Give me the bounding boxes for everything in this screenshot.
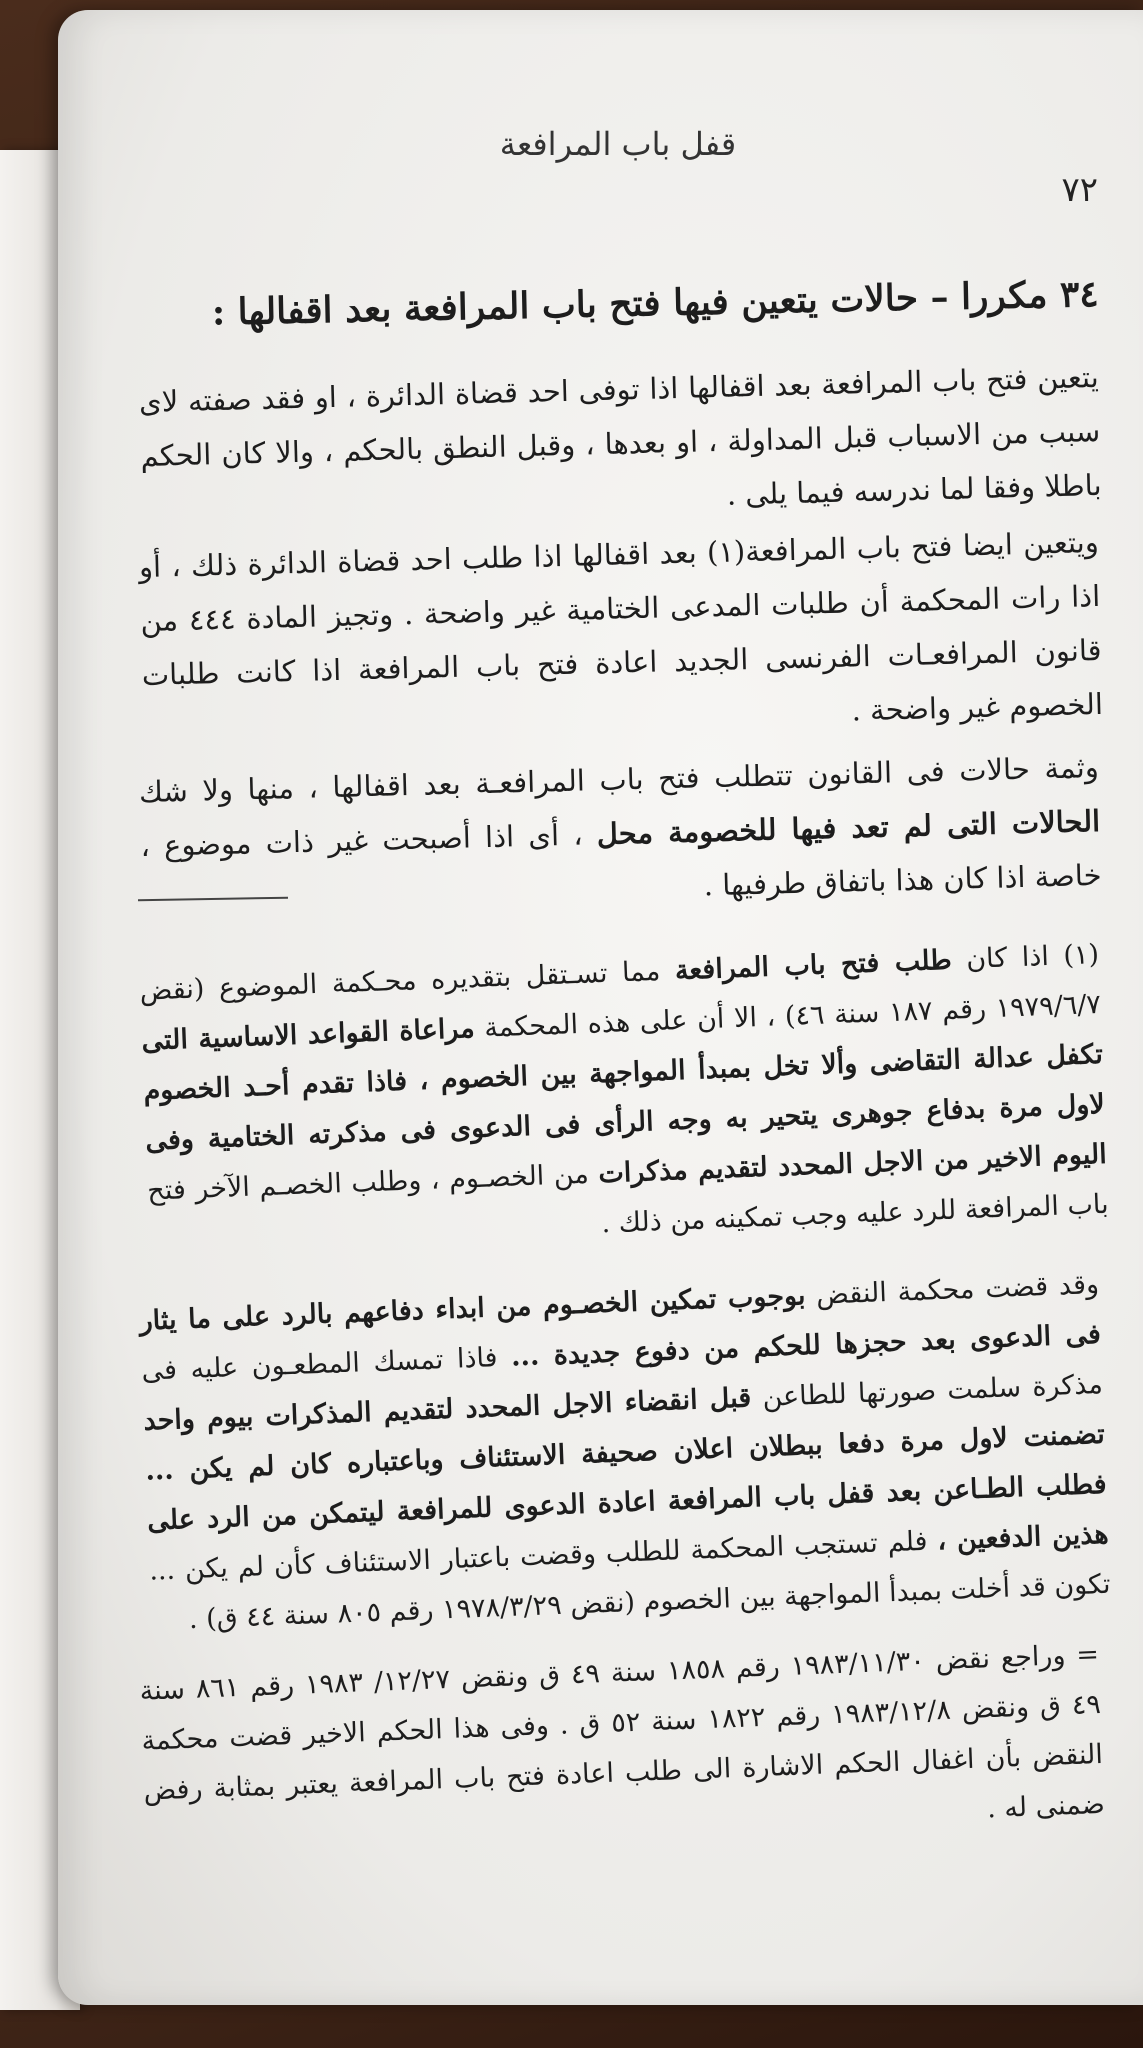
footnote-2-mid: فاذا تمسك المطعـون عليه فى مذكرة سلمت صورتها للطاعن: [140, 1341, 1104, 1414]
footnote-2: [139, 1260, 1112, 1647]
section-heading: ٣٤ مكررا – حالات يتعين فيها فتح باب المرافعة بعد اقفالها :: [211, 272, 1100, 334]
paragraph-1: يتعين فتح باب المرافعة بعد اقفالها اذا توفى احد قضاة الدائرة ، او فقد صفته لاى سبب من الاسباب قبل المداولة ، او بعدها ، وقبل النطق بالحكم ، والا كان الحكم باطلا وفقا لما ندرسه فيما يلى .: [138, 359, 1102, 512]
paragraph-3-bold: الحالات التى لم تعد فيها للخصومة محل: [596, 803, 1101, 852]
footnote-1-bold-2: مراعاة القواعد الاساسية التى تكفل عدالة التقاضى وألا تخل بمبدأ المواجهة بين الخصوم ، فاذا تقدم أحـد الخصوم لاول مرة بدفاع جوهرى يتحير به وجه الرأى فى الدعوى فى مذكرته الختامية وفى اليوم الاخير من الاجل المحدد لتقديم مذكرات: [140, 1013, 1108, 1190]
footnote-3: = وراجع نقض ١٩٨٣/١١/٣٠ رقم ١٨٥٨ سنة ٤٩ ق ونقض ١٢/٢٧/ ١٩٨٣ رقم ٨٦١ سنة ٤٩ ق ونقض ١٩٨٣/١٢/٨ رقم ١٨٢٢ سنة ٥٢ ق . وفى هذا الحكم الاخير قضت محكمة النقض بأن اغفال الحكم الاشارة الى طلب اعادة فتح باب المرافعة يعتبر بمثابة رفض ضمنى له .: [139, 1638, 1106, 1825]
paragraph-3-start: وثمة حالات فى القانون تتطلب فتح باب المرافعـة بعد اقفالها ، منها ولا شك: [138, 749, 1100, 810]
footnote-2-end: فلم تستجب المحكمة للطلب وقضت باعتبار الاستئناف كأن لم يكن ... تكون قد أخلت بمبدأ المواجهة بين الخصوم (نقض ١٩٧٨/٣/٢٩ رقم ٨٠٥ سنة ٤٤ ق) .: [148, 1525, 1112, 1636]
footnote-2-bold-2: قبل انقضاء الاجل المحدد لتقديم المذكرات بيوم واحد تضمنت لاول مرة دفعا ببطلان اعلان صحيفة الاستئناف وباعتباره كان لم يكن ... فطلب الطـاعن بعد قفل باب المرافعة اعادة الدعوى للمرافعة ليتمكن من الرد على هذين الدفعين ،: [142, 1382, 1110, 1557]
footnote-1-end: من الخصـوم ، وطلب الخصـم الآخر فتح باب المرافعة للرد عليه وجب تمكينه من ذلك .: [146, 1158, 1110, 1240]
paragraph-3-end: ، أى اذا أصبحت غير ذات موضوع ، خاصة اذا كان هذا باتفاق طرفيها .: [140, 817, 1102, 903]
running-title: قفل باب المرافعة: [499, 125, 737, 163]
footnote-2-bold-1: بوجوب تمكين الخصـوم من ابداء دفاعهم بالرد على ما يثار فى الدعوى بعد حجزها للحكم من دفوع جديدة ...: [139, 1280, 1102, 1373]
footnote-1-start: (١) اذا كان: [951, 938, 1100, 976]
book-page: [58, 10, 1143, 2005]
footnote-2-start: وقد قضت محكمة النقض: [804, 1268, 1100, 1312]
paragraph-3: [138, 740, 1102, 927]
footnote-1-mid: مما تسـتقل بتقديره محـكمة الموضوع (نقض ١٩٧٩/٦/٧ رقم ١٨٧ سنة ٤٦) ، الا أن على هذه المحكمة: [139, 955, 1102, 1044]
footnote-1-bold-1: طلب فتح باب المرافعة: [674, 944, 953, 987]
page-content: [138, 10, 1112, 2005]
footnote-1: [139, 930, 1110, 1267]
page-number: ٧٢: [1061, 170, 1098, 210]
paragraph-2: ويتعين ايضا فتح باب المرافعة(١) بعد اقفالها اذا طلب احد قضاة الدائرة ذلك ، أو اذا رات المحكمة أن طلبات المدعى الختامية غير واضحة . وتجيز المادة ٤٤٤ من قانون المرافعـات الفرنسى الجديد اعادة فتح باب المرافعة اذا كانت طلبات الخصوم غير واضحة .: [138, 524, 1104, 728]
